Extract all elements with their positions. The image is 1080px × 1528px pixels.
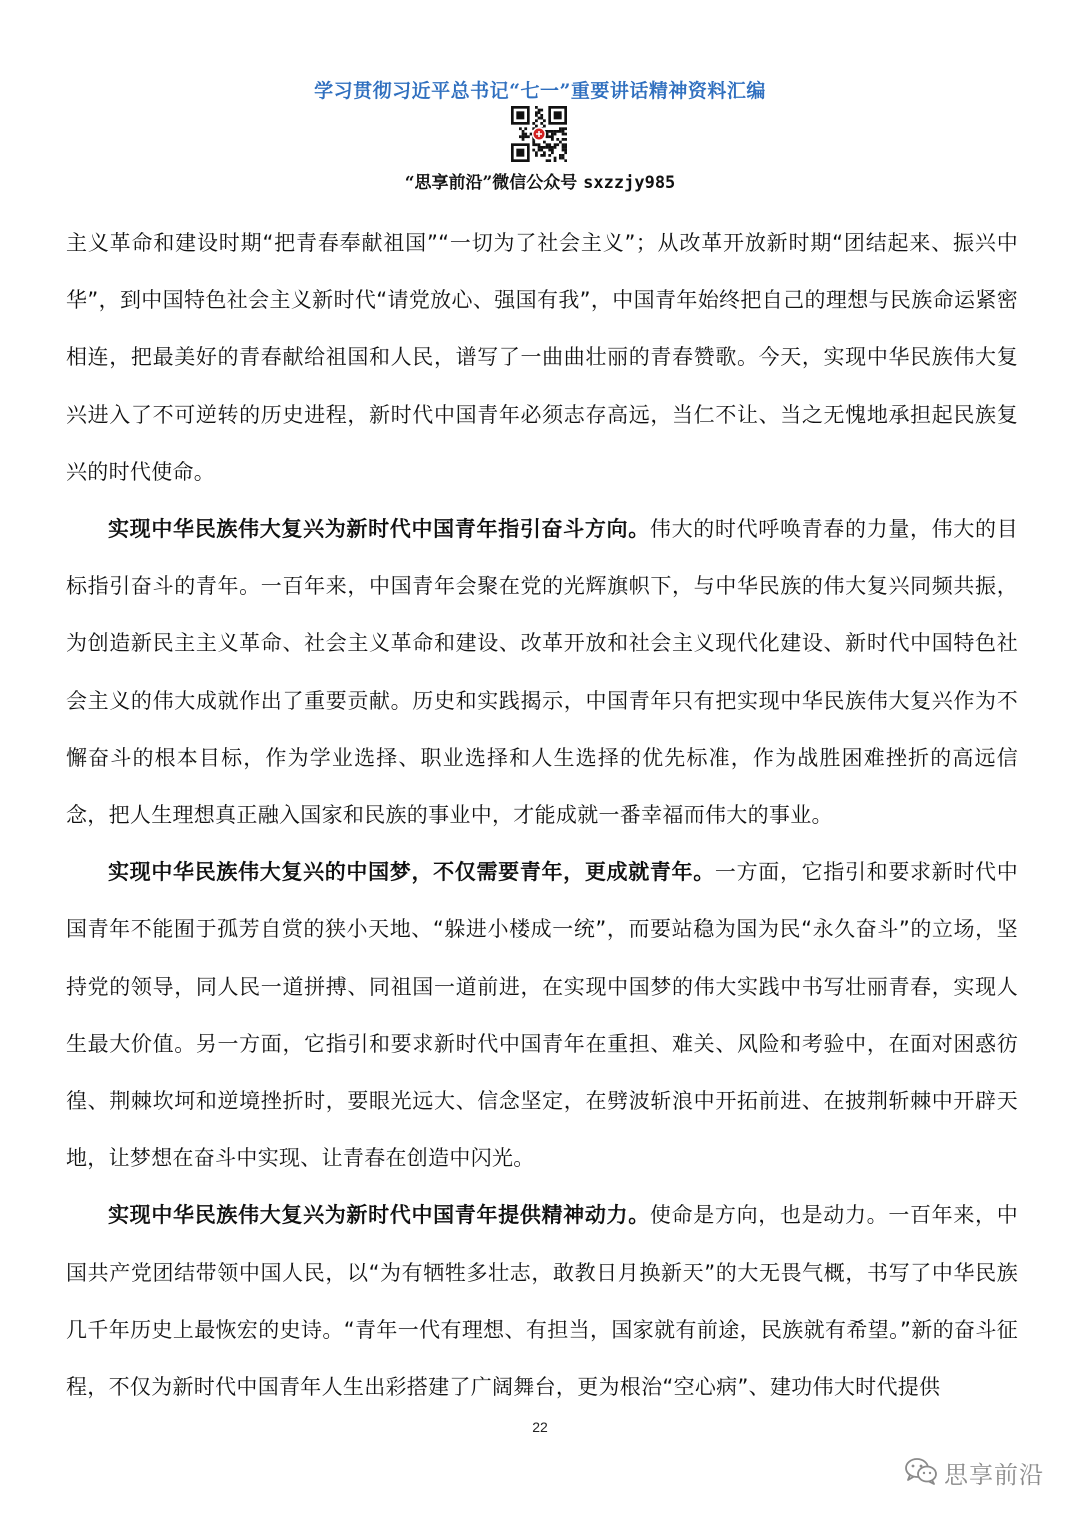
- watermark-text: 思享前沿: [944, 1461, 1044, 1489]
- paragraph-2: [66, 501, 1018, 844]
- watermark: [904, 1455, 1044, 1490]
- paragraph-3: [66, 844, 1018, 1187]
- document-body: [66, 215, 1018, 1416]
- subtitle-text: “思享前沿”微信公众号: [404, 173, 578, 193]
- wechat-icon: [904, 1457, 938, 1489]
- paragraph-text: 使命是方向，也是动力。一百年来，中国共产党团结带领中国人民，以“为有牺牲多壮志，敢教日月换新天”的大无畏气概，书写了中华民族几千年历史上最恢宏的史诗。“青年一代有理想、有担当，国家就有前途，民族就有希望。”新的奋斗征程，不仅为新时代中国青年人生出彩搭建了广阔舞台，更为根治“空心病”、建功伟大时代提供: [66, 1203, 1018, 1400]
- qr-code-icon: [511, 106, 567, 162]
- page-number: 22: [532, 1419, 548, 1435]
- paragraph-text: 伟大的时代呼唤青春的力量，伟大的目标指引奋斗的青年。一百年来，中国青年会聚在党的光辉旗帜下，与中华民族的伟大复兴同频共振，为创造新民主主义革命、社会主义革命和建设、改革开放和社会主义现代化建设、新时代中国特色社会主义的伟大成就作出了重要贡献。历史和实践揭示，中国青年只有把实现中华民族伟大复兴作为不懈奋斗的根本目标，作为学业选择、职业选择和人生选择的优先标准，作为战胜困难挫折的高远信念，把人生理想真正融入国家和民族的事业中，才能成就一番幸福而伟大的事业。: [66, 517, 1018, 828]
- paragraph-text: 主义革命和建设时期“把青春奉献祖国”“一切为了社会主义”；从改革开放新时期“团结起来、振兴中华”，到中国特色社会主义新时代“请党放心、强国有我”，中国青年始终把自己的理想与民族命运紧密相连，把最美好的青春献给祖国和人民，谱写了一曲曲壮丽的青春赞歌。今天，实现中华民族伟大复兴进入了不可逆转的历史进程，新时代中国青年必须志存高远，当仁不让、当之无愧地承担起民族复兴的时代使命。: [66, 231, 1018, 484]
- paragraph-text: 一方面，它指引和要求新时代中国青年不能囿于孤芳自赏的狭小天地、“躲进小楼成一统”，而要站稳为国为民“永久奋斗”的立场，坚持党的领导，同人民一道拼搏、同祖国一道前进，在实现中国梦的伟大实践中书写壮丽青春，实现人生最大价值。另一方面，它指引和要求新时代中国青年在重担、难关、风险和考验中，在面对困惑彷徨、荆棘坎坷和逆境挫折时，要眼光远大、信念坚定，在劈波斩浪中开拓前进、在披荆斩棘中开辟天地，让梦想在奋斗中实现、让青春在创造中闪光。: [66, 860, 1019, 1171]
- wechat-handle: sxzzjy985: [583, 173, 676, 193]
- paragraph-lead: 实现中华民族伟大复兴为新时代中国青年提供精神动力。: [108, 1203, 650, 1228]
- paragraph-lead: 实现中华民族伟大复兴的中国梦，不仅需要青年，更成就青年。: [108, 860, 715, 885]
- document-header-subtitle: [0, 168, 1080, 193]
- paragraph-4: [66, 1187, 1018, 1416]
- document-header-title: 学习贯彻习近平总书记“七一”重要讲话精神资料汇编: [314, 80, 766, 102]
- paragraph-lead: 实现中华民族伟大复兴为新时代中国青年指引奋斗方向。: [108, 517, 650, 542]
- paragraph-1: [66, 215, 1018, 501]
